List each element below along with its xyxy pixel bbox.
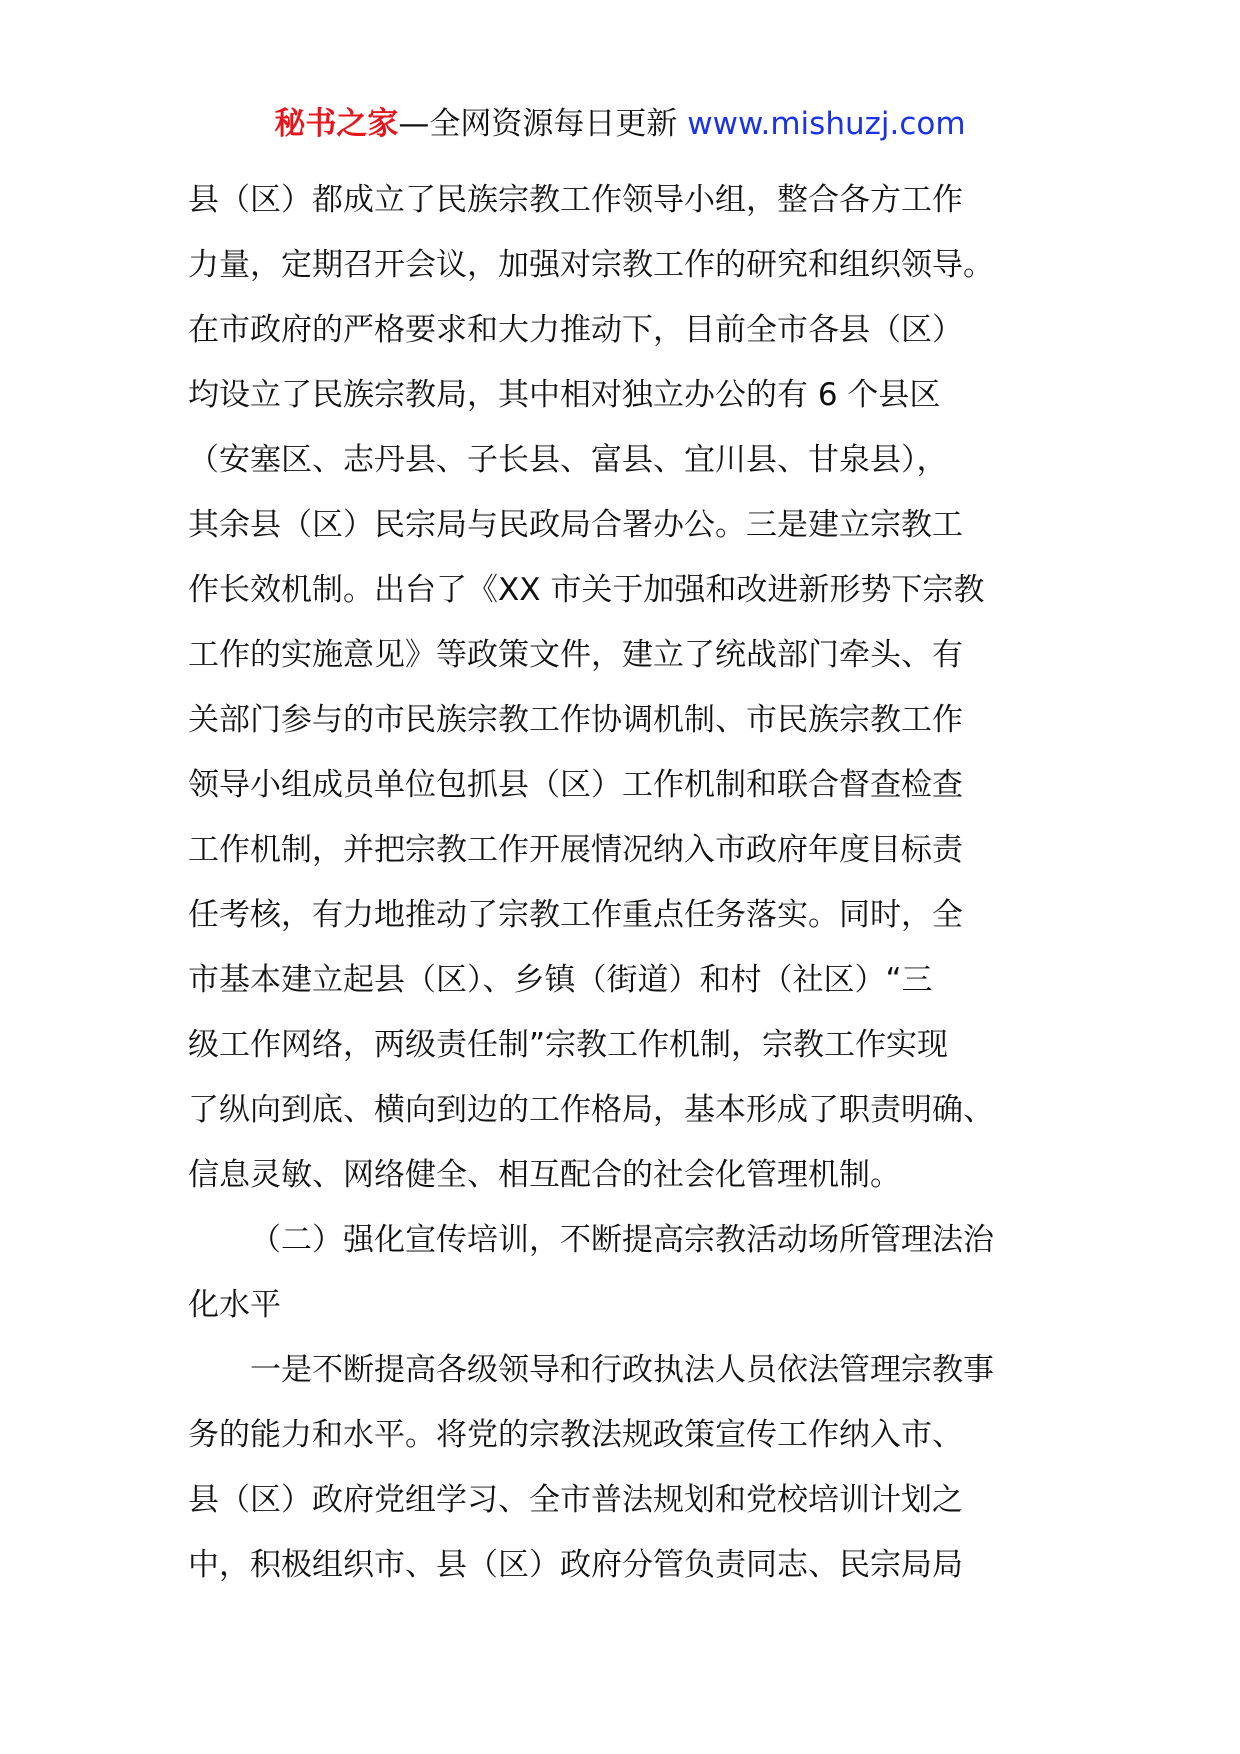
text-line: 力量，定期召开会议，加强对宗教工作的研究和组织领导。 [188,247,994,283]
text-line: 市基本建立起县（区）、乡镇（街道）和村（社区）“三 [188,962,933,998]
paragraph-start: 一是不断提高各级领导和行政执法人员依法管理宗教事 [250,1352,994,1388]
text-line: 其余县（区）民宗局与民政局合署办公。三是建立宗教工 [188,507,963,543]
body-text [188,168,1068,1598]
text-line: 均设立了民族宗教局，其中相对独立办公的有 6 个县区 [188,377,941,413]
text-line: 工作机制，并把宗教工作开展情况纳入市政府年度目标责 [188,832,963,868]
text-line: 信息灵敏、网络健全、相互配合的社会化管理机制。 [188,1157,901,1193]
text-line: 了纵向到底、横向到边的工作格局，基本形成了职责明确、 [188,1092,994,1128]
text-line: 级工作网络，两级责任制”宗教工作机制，宗教工作实现 [188,1027,949,1063]
header-slogan: —全网资源每日更新 [398,106,678,142]
text-line: 中，积极组织市、县（区）政府分管负责同志、民宗局局 [188,1547,963,1583]
header-url-link[interactable]: www.mishuzj.com [687,106,966,142]
text-line: 县（区）政府党组学习、全市普法规划和党校培训计划之 [188,1482,963,1518]
header-brand: 秘书之家 [274,106,399,142]
page-header [0,104,1240,144]
section-heading-cont: 化水平 [188,1287,281,1323]
text-line: 作长效机制。出台了《XX 市关于加强和改进新形势下宗教 [188,572,985,608]
text-line: 在市政府的严格要求和大力推动下，目前全市各县（区） [188,312,963,348]
section-heading: （二）强化宣传培训，不断提高宗教活动场所管理法治 [250,1222,994,1258]
text-line: 领导小组成员单位包抓县（区）工作机制和联合督查检查 [188,767,963,803]
text-line: 工作的实施意见》等政策文件，建立了统战部门牵头、有 [188,637,963,673]
text-line: （安塞区、志丹县、子长县、富县、宜川县、甘泉县）， [188,442,948,478]
text-line: 任考核，有力地推动了宗教工作重点任务落实。同时，全 [188,897,963,933]
text-line: 县（区）都成立了民族宗教工作领导小组，整合各方工作 [188,182,963,218]
text-line: 务的能力和水平。将党的宗教法规政策宣传工作纳入市、 [188,1417,963,1453]
text-line: 关部门参与的市民族宗教工作协调机制、市民族宗教工作 [188,702,963,738]
